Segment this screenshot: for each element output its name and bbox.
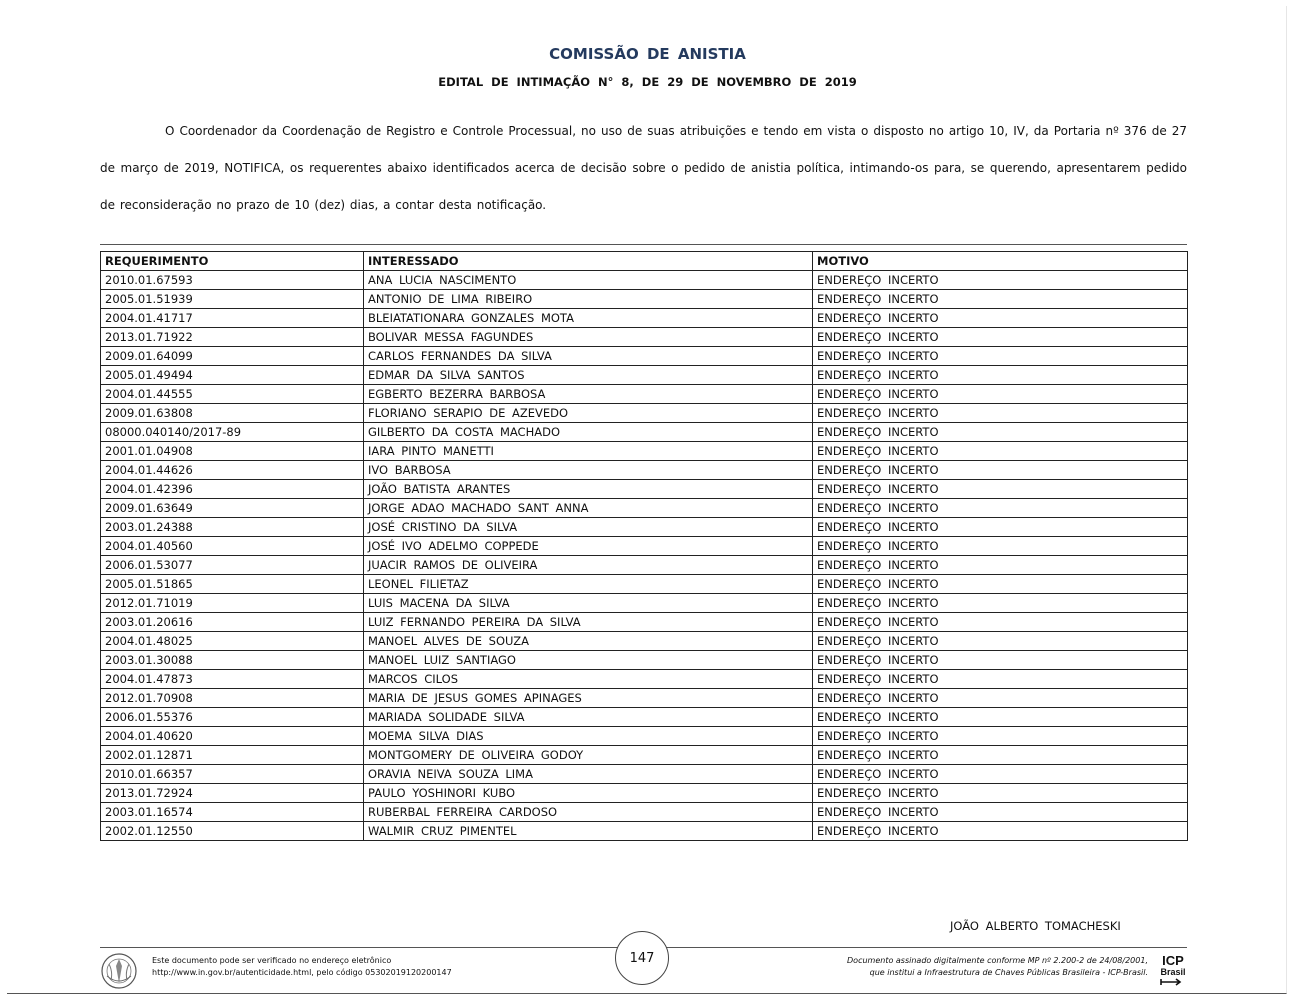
cell-requerimento: 2003.01.16574 <box>101 803 364 822</box>
cell-interessado: IVO BARBOSA <box>364 461 813 480</box>
cell-motivo: ENDEREÇO INCERTO <box>813 575 1188 594</box>
table-row <box>101 366 1188 385</box>
cell-motivo: ENDEREÇO INCERTO <box>813 347 1188 366</box>
verification-notice <box>152 955 452 979</box>
cell-requerimento: 2003.01.24388 <box>101 518 364 537</box>
table-row <box>101 822 1188 841</box>
cell-interessado: BLEIATATIONARA GONZALES MOTA <box>364 309 813 328</box>
cell-requerimento: 2004.01.42396 <box>101 480 364 499</box>
cell-requerimento: 2004.01.44555 <box>101 385 364 404</box>
table-header-row <box>101 252 1188 271</box>
cell-requerimento: 2005.01.51865 <box>101 575 364 594</box>
digital-signature-notice <box>847 955 1148 979</box>
cell-requerimento: 2002.01.12550 <box>101 822 364 841</box>
cell-requerimento: 2009.01.64099 <box>101 347 364 366</box>
cell-requerimento: 2013.01.71922 <box>101 328 364 347</box>
cell-interessado: MARIADA SOLIDADE SILVA <box>364 708 813 727</box>
cell-interessado: ANTONIO DE LIMA RIBEIRO <box>364 290 813 309</box>
cell-interessado: JOÃO BATISTA ARANTES <box>364 480 813 499</box>
cell-requerimento: 2005.01.51939 <box>101 290 364 309</box>
cell-motivo: ENDEREÇO INCERTO <box>813 271 1188 290</box>
verification-line-1: Este documento pode ser verificado no endereço eletrônico <box>152 956 392 965</box>
cell-motivo: ENDEREÇO INCERTO <box>813 309 1188 328</box>
cell-interessado: JOSÉ CRISTINO DA SILVA <box>364 518 813 537</box>
table-row <box>101 404 1188 423</box>
cell-interessado: ANA LUCIA NASCIMENTO <box>364 271 813 290</box>
cell-interessado: BOLIVAR MESSA FAGUNDES <box>364 328 813 347</box>
cell-motivo: ENDEREÇO INCERTO <box>813 765 1188 784</box>
cell-motivo: ENDEREÇO INCERTO <box>813 746 1188 765</box>
table-row <box>101 518 1188 537</box>
cell-motivo: ENDEREÇO INCERTO <box>813 708 1188 727</box>
table-row <box>101 803 1188 822</box>
cell-interessado: CARLOS FERNANDES DA SILVA <box>364 347 813 366</box>
cell-requerimento: 2004.01.48025 <box>101 632 364 651</box>
cell-motivo: ENDEREÇO INCERTO <box>813 385 1188 404</box>
cell-interessado: PAULO YOSHINORI KUBO <box>364 784 813 803</box>
table-row <box>101 461 1188 480</box>
table-row <box>101 575 1188 594</box>
table-row <box>101 385 1188 404</box>
cell-motivo: ENDEREÇO INCERTO <box>813 461 1188 480</box>
table-row <box>101 670 1188 689</box>
cell-motivo: ENDEREÇO INCERTO <box>813 518 1188 537</box>
signature-line-1: Documento assinado digitalmente conforme MP nº 2.200-2 de 24/08/2001, <box>847 956 1148 965</box>
cell-interessado: EDMAR DA SILVA SANTOS <box>364 366 813 385</box>
cell-requerimento: 2012.01.70908 <box>101 689 364 708</box>
cell-requerimento: 2010.01.66357 <box>101 765 364 784</box>
table-row <box>101 556 1188 575</box>
cell-interessado: JOSÉ IVO ADELMO COPPEDE <box>364 537 813 556</box>
table-row <box>101 271 1188 290</box>
cell-interessado: JUACIR RAMOS DE OLIVEIRA <box>364 556 813 575</box>
cell-interessado: JORGE ADAO MACHADO SANT ANNA <box>364 499 813 518</box>
cell-interessado: WALMIR CRUZ PIMENTEL <box>364 822 813 841</box>
table-row <box>101 480 1188 499</box>
cell-requerimento: 2009.01.63649 <box>101 499 364 518</box>
table-row <box>101 784 1188 803</box>
table-row <box>101 632 1188 651</box>
cell-requerimento: 2003.01.30088 <box>101 651 364 670</box>
cell-requerimento: 2004.01.40620 <box>101 727 364 746</box>
cell-interessado: MARIA DE JESUS GOMES APINAGES <box>364 689 813 708</box>
column-header-requerimento: REQUERIMENTO <box>101 252 364 271</box>
table-row <box>101 423 1188 442</box>
cell-interessado: IARA PINTO MANETTI <box>364 442 813 461</box>
cell-motivo: ENDEREÇO INCERTO <box>813 423 1188 442</box>
cell-interessado: EGBERTO BEZERRA BARBOSA <box>364 385 813 404</box>
cell-requerimento: 2006.01.53077 <box>101 556 364 575</box>
cell-requerimento: 2012.01.71019 <box>101 594 364 613</box>
cell-interessado: MARCOS CILOS <box>364 670 813 689</box>
table-row <box>101 708 1188 727</box>
cell-motivo: ENDEREÇO INCERTO <box>813 537 1188 556</box>
cell-requerimento: 2004.01.47873 <box>101 670 364 689</box>
cell-interessado: GILBERTO DA COSTA MACHADO <box>364 423 813 442</box>
cell-motivo: ENDEREÇO INCERTO <box>813 670 1188 689</box>
edital-subtitle: EDITAL DE INTIMAÇÃO N° 8, DE 29 DE NOVEMBRO DE 2019 <box>438 75 857 89</box>
table-row <box>101 765 1188 784</box>
cell-motivo: ENDEREÇO INCERTO <box>813 632 1188 651</box>
cell-requerimento: 2003.01.20616 <box>101 613 364 632</box>
cell-motivo: ENDEREÇO INCERTO <box>813 328 1188 347</box>
cell-requerimento: 2005.01.49494 <box>101 366 364 385</box>
cell-motivo: ENDEREÇO INCERTO <box>813 480 1188 499</box>
table-row <box>101 746 1188 765</box>
signature-line-2: que institui a Infraestrutura de Chaves Públicas Brasileira - ICP-Brasil. <box>869 968 1148 977</box>
table-row <box>101 309 1188 328</box>
document-title: COMISSÃO DE ANISTIA <box>549 45 746 63</box>
cell-motivo: ENDEREÇO INCERTO <box>813 404 1188 423</box>
cell-requerimento: 2009.01.63808 <box>101 404 364 423</box>
cell-requerimento: 2004.01.41717 <box>101 309 364 328</box>
cell-requerimento: 2013.01.72924 <box>101 784 364 803</box>
cell-motivo: ENDEREÇO INCERTO <box>813 366 1188 385</box>
cell-interessado: FLORIANO SERAPIO DE AZEVEDO <box>364 404 813 423</box>
cell-motivo: ENDEREÇO INCERTO <box>813 442 1188 461</box>
cell-requerimento: 2010.01.67593 <box>101 271 364 290</box>
table-row <box>101 499 1188 518</box>
cell-interessado: ORAVIA NEIVA SOUZA LIMA <box>364 765 813 784</box>
verification-line-2: http://www.in.gov.br/autenticidade.html, pelo código 05302019120200147 <box>152 968 452 977</box>
table-row <box>101 328 1188 347</box>
cell-motivo: ENDEREÇO INCERTO <box>813 594 1188 613</box>
table-row <box>101 290 1188 309</box>
table-row <box>101 613 1188 632</box>
cell-requerimento: 2002.01.12871 <box>101 746 364 765</box>
table-top-rule <box>100 244 1187 245</box>
cell-requerimento: 2004.01.40560 <box>101 537 364 556</box>
icp-brasil-logo-icon <box>1158 952 1188 988</box>
table-row <box>101 537 1188 556</box>
cell-motivo: ENDEREÇO INCERTO <box>813 613 1188 632</box>
cell-motivo: ENDEREÇO INCERTO <box>813 784 1188 803</box>
table-row <box>101 651 1188 670</box>
table-row <box>101 347 1188 366</box>
notification-paragraph: O Coordenador da Coordenação de Registro e Controle Processual, no uso de suas atribuições e tendo em vista o disposto no artigo 10, IV, da Portaria nº 376 de 27 de março de 2019, NOTIFICA, os requerentes abaixo identificados acerca de decisão sobre o pedido de anistia política, intimando-os para, se querendo, apresentarem pedido de reconsideração no prazo de 10 (dez) dias, a contar desta notificação. <box>100 124 1187 212</box>
column-header-interessado: INTERESSADO <box>364 252 813 271</box>
cell-motivo: ENDEREÇO INCERTO <box>813 290 1188 309</box>
cell-requerimento: 2004.01.44626 <box>101 461 364 480</box>
table-row <box>101 594 1188 613</box>
coat-of-arms-icon <box>100 952 138 990</box>
cell-requerimento: 2006.01.55376 <box>101 708 364 727</box>
cell-requerimento: 08000.040140/2017-89 <box>101 423 364 442</box>
cell-requerimento: 2001.01.04908 <box>101 442 364 461</box>
page-number-badge <box>615 931 669 985</box>
cell-interessado: LUIS MACENA DA SILVA <box>364 594 813 613</box>
icp-logo-text: ICP <box>1162 953 1184 968</box>
cell-motivo: ENDEREÇO INCERTO <box>813 822 1188 841</box>
page-number: 147 <box>629 950 655 966</box>
cell-interessado: MONTGOMERY DE OLIVEIRA GODOY <box>364 746 813 765</box>
cell-interessado: MANOEL LUIZ SANTIAGO <box>364 651 813 670</box>
column-header-motivo: MOTIVO <box>813 252 1188 271</box>
cell-motivo: ENDEREÇO INCERTO <box>813 499 1188 518</box>
cell-motivo: ENDEREÇO INCERTO <box>813 803 1188 822</box>
cell-interessado: LUIZ FERNANDO PEREIRA DA SILVA <box>364 613 813 632</box>
brasil-logo-text: Brasil <box>1160 967 1186 977</box>
cell-interessado: RUBERBAL FERREIRA CARDOSO <box>364 803 813 822</box>
cell-interessado: MOEMA SILVA DIAS <box>364 727 813 746</box>
cell-motivo: ENDEREÇO INCERTO <box>813 689 1188 708</box>
table-row <box>101 689 1188 708</box>
table-row <box>101 727 1188 746</box>
table-row <box>101 442 1188 461</box>
cell-motivo: ENDEREÇO INCERTO <box>813 556 1188 575</box>
requerimentos-table <box>100 251 1188 841</box>
table-body <box>101 271 1188 841</box>
signer-name: JOÃO ALBERTO TOMACHESKI <box>950 919 1121 933</box>
cell-motivo: ENDEREÇO INCERTO <box>813 651 1188 670</box>
cell-interessado: MANOEL ALVES DE SOUZA <box>364 632 813 651</box>
cell-interessado: LEONEL FILIETAZ <box>364 575 813 594</box>
cell-motivo: ENDEREÇO INCERTO <box>813 727 1188 746</box>
